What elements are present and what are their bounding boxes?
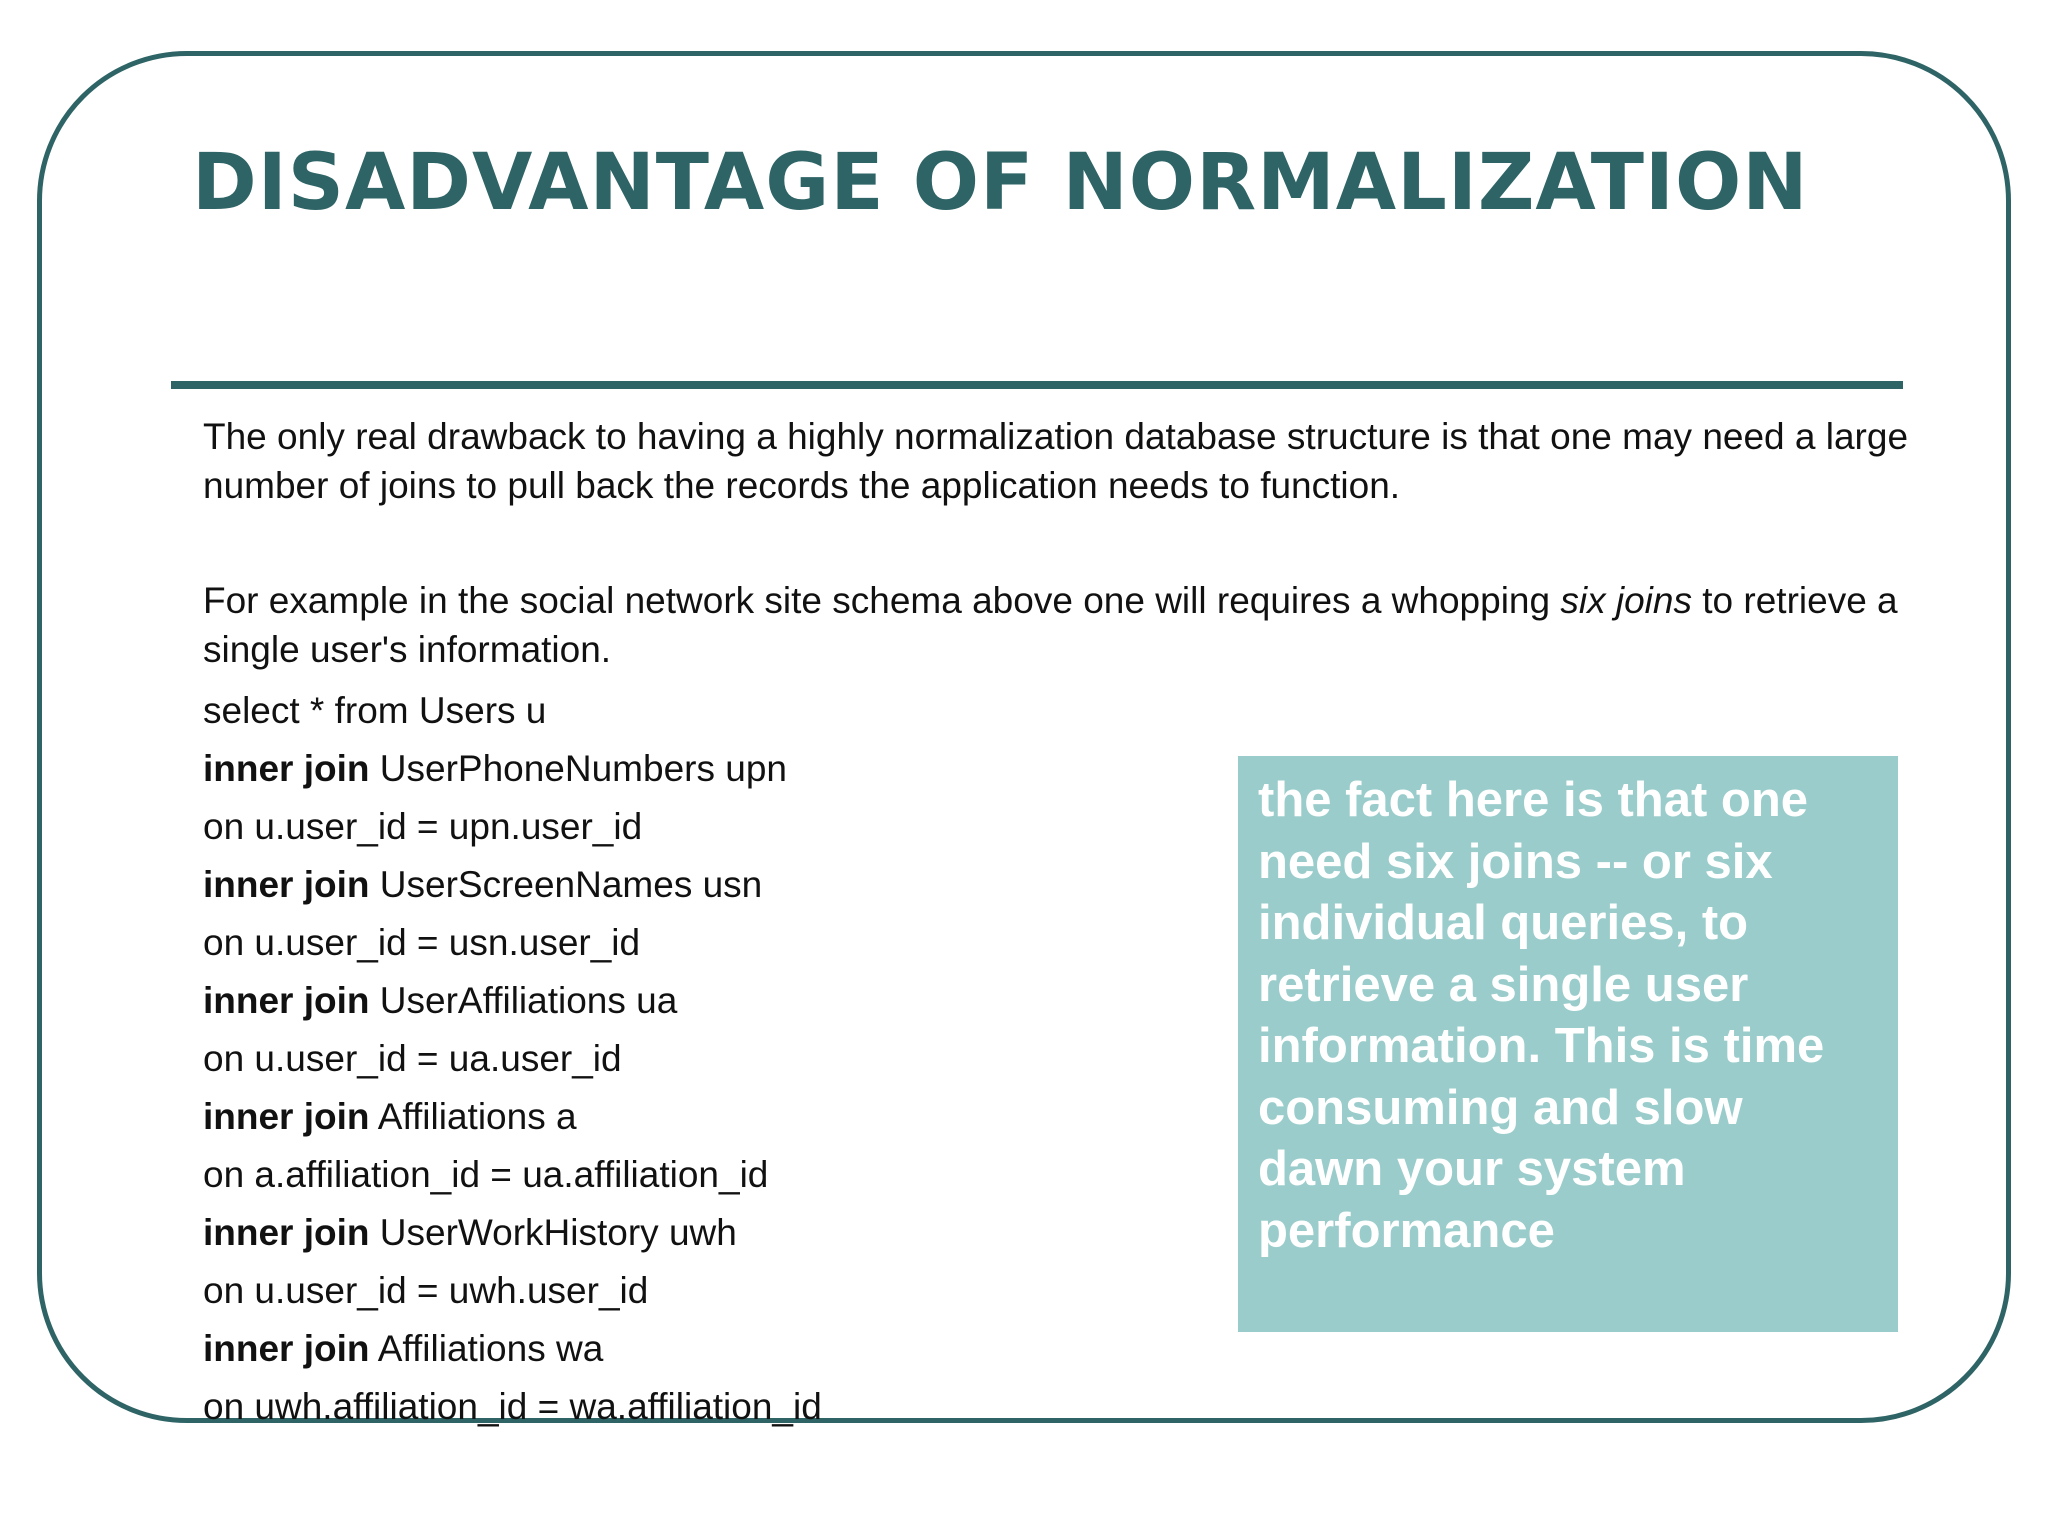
sql-join-line (203, 1204, 822, 1262)
callout-text: the fact here is that one need six joins -- or six individual queries, to retrieve a single user information. This is time consuming and slow dawn your system performance (1258, 773, 1825, 1258)
sql-join-line (203, 1088, 822, 1146)
sql-keyword: inner join (203, 748, 370, 789)
six-joins-emphasis: six joins (1560, 580, 1692, 621)
sql-on-line: on a.affiliation_id = ua.affiliation_id (203, 1154, 769, 1195)
sql-join-table: Affiliations a (369, 1096, 577, 1137)
sql-join-line (203, 1320, 822, 1378)
sql-on-line: on u.user_id = uwh.user_id (203, 1270, 649, 1311)
drawback-paragraph: The only real drawback to having a highly normalization database structure is that one may need a large number of joins to pull back the records the application needs to function. (203, 416, 1909, 506)
sql-select-line: select * from Users u (203, 690, 547, 731)
sql-keyword: inner join (203, 1328, 370, 1369)
sql-query (203, 682, 822, 1436)
sql-keyword: inner join (203, 1212, 370, 1253)
sql-keyword: inner join (203, 1096, 370, 1137)
example-text-start: For example in the social network site schema above one will requires a whopping (203, 580, 1561, 621)
callout-box (1238, 756, 1898, 1332)
sql-join-table: UserPhoneNumbers upn (369, 748, 787, 789)
sql-keyword: inner join (203, 980, 370, 1021)
example-text-end: to retrieve a single user's information. (203, 580, 1898, 670)
sql-join-line (203, 856, 822, 914)
slide-title: DISADVANTAGE OF NORMALIZATION (192, 138, 1809, 228)
sql-on-line: on uwh.affiliation_id = wa.affiliation_id (203, 1386, 822, 1427)
sql-keyword: inner join (203, 864, 370, 905)
title-divider (171, 381, 1903, 389)
sql-on-line: on u.user_id = usn.user_id (203, 922, 641, 963)
sql-on-line: on u.user_id = ua.user_id (203, 1038, 622, 1079)
sql-join-table: Affiliations wa (369, 1328, 604, 1369)
sql-join-table: UserAffiliations ua (369, 980, 678, 1021)
sql-join-table: UserWorkHistory uwh (369, 1212, 737, 1253)
sql-join-line (203, 740, 822, 798)
example-paragraph (203, 576, 1983, 674)
sql-join-line (203, 972, 822, 1030)
sql-join-table: UserScreenNames usn (369, 864, 763, 905)
sql-on-line: on u.user_id = upn.user_id (203, 806, 643, 847)
